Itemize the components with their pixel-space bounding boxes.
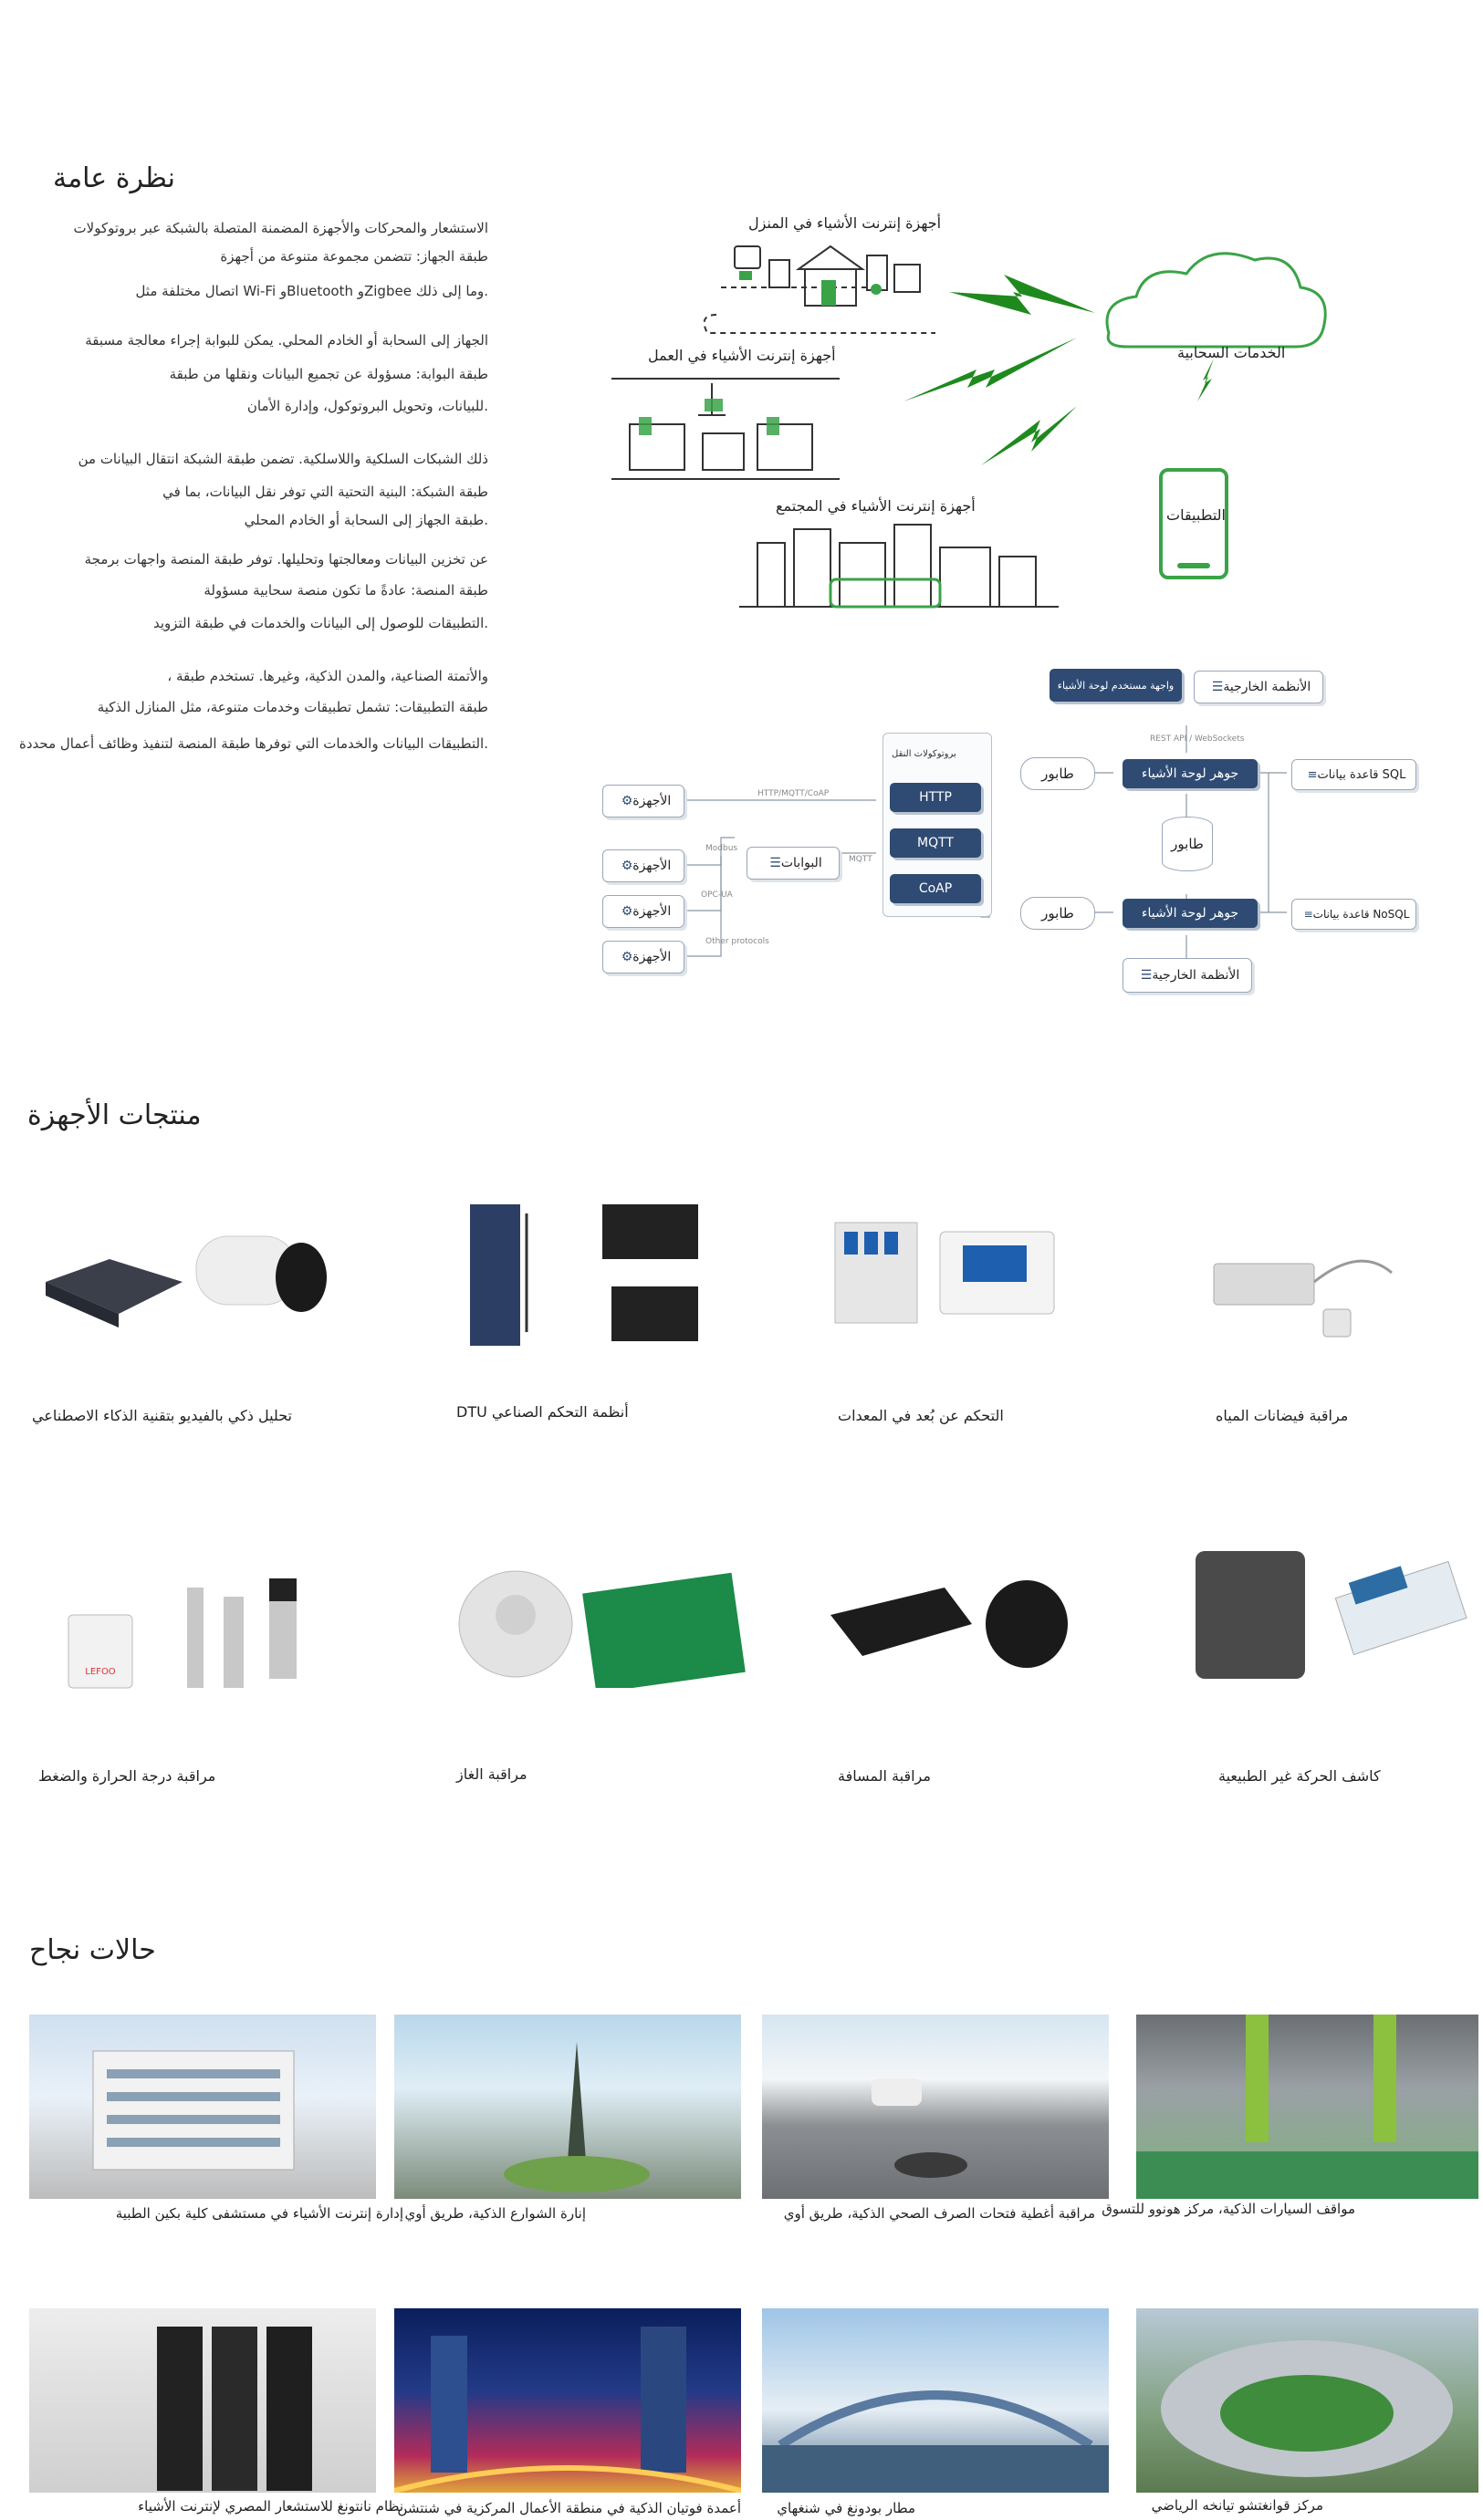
case-image[interactable] [762, 2015, 1109, 2199]
water-flood-sensor-icon [1209, 1236, 1410, 1346]
edge-label: REST API / WebSockets [1150, 734, 1245, 744]
motion-detector-icon [1191, 1542, 1469, 1688]
overview-line: .طبقة الجهاز إلى السحابة أو الخادم المحلي [244, 512, 488, 528]
gateway-box [747, 847, 840, 880]
product-image[interactable] [37, 1213, 338, 1350]
gear-icon: ⚙ [621, 794, 633, 808]
overview-title: نظرة عامة [53, 162, 175, 194]
case-image[interactable] [762, 2308, 1109, 2493]
sql-label: قاعدة بيانات SQL [1317, 767, 1406, 782]
device-label: الأجهزة [632, 904, 672, 919]
case-caption[interactable]: إدارة إنترنت الأشياء في مستشفى كلية بكين الطبية [115, 2205, 403, 2222]
overview-line: طبقة الجهاز: تتضمن مجموعة متنوعة من أجهزة [220, 248, 488, 265]
database-icon: ≡ [1307, 767, 1318, 782]
products-title: منتجات الأجهزة [27, 1099, 202, 1131]
protocol-mqtt [890, 828, 981, 858]
device-label: الأجهزة [632, 950, 672, 964]
overview-line: .التطبيقات البيانات والخدمات التي توفرها طبقة المنصة لتنفيذ وظائف أعمال محددة [19, 735, 488, 752]
device-label: الأجهزة [632, 794, 672, 808]
product-image[interactable] [64, 1569, 329, 1697]
cases-title: حالات نجاح [29, 1934, 156, 1966]
device-box [602, 895, 684, 928]
device-box [602, 941, 684, 974]
nosql-label: قاعدة بيانات NoSQL [1312, 908, 1410, 921]
core-bottom [1123, 899, 1258, 928]
product-caption[interactable]: DTU أنظمة التحكم الصناعي [456, 1403, 629, 1421]
product-image[interactable] [826, 1213, 1063, 1332]
edge-label: Modbus [705, 844, 738, 853]
product-caption[interactable]: كاشف الحركة غير الطبيعية [1218, 1767, 1381, 1785]
list-icon: ☰ [1140, 968, 1153, 983]
product-caption[interactable]: التحكم عن بُعد في المعدات [838, 1407, 1004, 1424]
community-devices-label: أجهزة إنترنت الأشياء في المجتمع [776, 497, 976, 515]
case-image[interactable] [394, 2308, 741, 2493]
overview-line: عن تخزين البيانات ومعالجتها وتحليلها. توفر طبقة المنصة واجهات برمجة [84, 551, 488, 568]
external-bottom [1123, 958, 1252, 993]
product-caption[interactable]: تحليل ذكي بالفيديو بتقنية الذكاء الاصطناعي [32, 1407, 292, 1424]
architecture-diagram [598, 661, 1428, 1004]
cloud-services-label: الخدمات السحابية [1177, 344, 1286, 361]
overview-line: .وما إلى ذلك Zigbeeو Bluetoothو Wi-Fi اتصال مختلفة مثل [135, 283, 488, 299]
server-room-photo [29, 2308, 376, 2493]
edge-label: MQTT [849, 855, 872, 864]
airport-photo [762, 2308, 1109, 2493]
queue-bottom [1020, 897, 1095, 930]
ui-box [1050, 669, 1182, 702]
overview-line: .للبيانات، وتحويل البروتوكول، وإدارة الأمان [246, 398, 488, 414]
protocol-label: HTTP [919, 790, 952, 805]
queue-label: طابور [1041, 765, 1074, 782]
iot-illustration [602, 205, 1392, 625]
parking-photo [1136, 2015, 1478, 2199]
product-image[interactable] [1191, 1542, 1469, 1688]
manhole-photo [762, 2015, 1109, 2199]
edge-label: Other protocols [705, 937, 769, 946]
home-devices-label: أجهزة إنترنت الأشياء في المنزل [748, 214, 942, 232]
case-image[interactable] [29, 2308, 376, 2493]
case-caption[interactable]: نظام نانتونغ للاستشعار المصري لإنترنت الأشياء [138, 2498, 403, 2515]
gear-icon: ⚙ [621, 859, 633, 873]
gateway-label: البوابات [780, 856, 822, 870]
device-box [602, 785, 684, 817]
ui-label: واجهة مستخدم لوحة الأشياء [1057, 679, 1175, 692]
external-label: الأنظمة الخارجية [1223, 680, 1311, 694]
overview-line: والأتمتة الصناعية، والمدن الذكية، وغيرها. تستخدم طبقة ، [167, 668, 488, 684]
distance-sensor-icon [826, 1569, 1081, 1679]
gear-icon: ⚙ [621, 950, 633, 964]
nosql-db [1291, 899, 1416, 930]
work-devices-label: أجهزة إنترنت الأشياء في العمل [648, 347, 836, 364]
overview-line: طبقة التطبيقات: تشمل تطبيقات وخدمات متنوعة، مثل المنازل الذكية [97, 699, 488, 715]
protocol-label: CoAP [918, 881, 953, 896]
case-image[interactable] [1136, 2015, 1478, 2199]
sql-db [1291, 759, 1416, 790]
protocol-http [890, 783, 981, 812]
product-image[interactable] [456, 1560, 748, 1688]
iot-illustration-graphic [602, 205, 1392, 625]
remote-control-device-icon [826, 1213, 1063, 1332]
edge-label: OPC-UA [701, 890, 733, 900]
product-caption[interactable]: مراقبة المسافة [838, 1767, 931, 1785]
street-lighting-photo [394, 2015, 741, 2199]
device-box [602, 849, 684, 882]
overview-line: الجهاز إلى السحابة أو الخادم المحلي. يمكن للبوابة إجراء معالجة مسبقة [85, 332, 488, 349]
overview-line: طبقة المنصة: عادةً ما تكون منصة سحابية مسؤولة [204, 582, 488, 599]
case-image[interactable] [394, 2015, 741, 2199]
dtu-device-icon [461, 1195, 707, 1355]
apps-label: التطبيقات [1166, 506, 1226, 524]
product-caption[interactable]: مراقبة الغاز [456, 1765, 527, 1783]
device-label: الأجهزة [632, 859, 672, 873]
case-caption[interactable]: أعمدة فوتيان الذكية في منطقة الأعمال المركزية في شنتشن [397, 2500, 741, 2516]
case-caption[interactable]: مواقف السيارات الذكية، مركز هونوو للتسوق [1102, 2201, 1355, 2217]
overview-line: الاستشعار والمحركات والأجهزة المضمنة المتصلة بالشبكة عبر بروتوكولات [73, 220, 488, 236]
gas-sensor-icon [456, 1560, 748, 1688]
case-image[interactable] [29, 2015, 376, 2199]
case-caption[interactable]: إنارة الشوارع الذكية، طريق أوي [404, 2205, 586, 2222]
queue-db-label: طابور [1171, 836, 1204, 852]
queue-db [1162, 817, 1213, 871]
protocol-coap [890, 874, 981, 903]
stadium-photo [1136, 2308, 1478, 2493]
temp-pressure-sensor-icon [64, 1569, 329, 1697]
queue-top [1020, 757, 1095, 790]
product-caption[interactable]: مراقبة فيضانات المياه [1216, 1407, 1349, 1424]
protocol-label: MQTT [917, 836, 954, 850]
overview-line: .التطبيقات للوصول إلى البيانات والخدمات في طبقة التزويد [152, 615, 488, 631]
overview-line: ذلك الشبكات السلكية واللاسلكية. تضمن طبقة الشبكة انتقال البيانات من [78, 451, 488, 467]
product-caption[interactable]: مراقبة درجة الحرارة والضغط [38, 1767, 216, 1785]
product-image[interactable] [826, 1569, 1081, 1679]
gear-icon: ⚙ [621, 904, 633, 919]
product-image[interactable] [461, 1195, 707, 1355]
core-label: جوهر لوحة الأشياء [1141, 906, 1239, 921]
core-top [1123, 759, 1258, 788]
city-night-photo [394, 2308, 741, 2493]
overview-line: طبقة البوابة: مسؤولة عن تجميع البيانات ونقلها من طبقة [169, 366, 488, 382]
external-label: الأنظمة الخارجية [1152, 968, 1240, 983]
case-image[interactable] [1136, 2308, 1478, 2493]
architecture-connectors [598, 661, 1428, 1004]
list-icon: ☰ [1211, 680, 1224, 694]
core-label: جوهر لوحة الأشياء [1141, 766, 1239, 781]
overview-line: طبقة الشبكة: البنية التحتية التي توفر نقل البيانات، بما في [162, 484, 488, 500]
protocols-title: بروتوكولات النقل [892, 749, 956, 759]
hospital-photo [29, 2015, 376, 2199]
database-icon: ≡ [1303, 908, 1313, 921]
queue-label: طابور [1041, 905, 1074, 922]
external-top [1194, 671, 1323, 703]
ai-video-device-icon [37, 1213, 338, 1350]
product-image[interactable] [1209, 1236, 1410, 1346]
case-caption[interactable]: مركز قوانغتشو تيانخه الرياضي [1151, 2497, 1323, 2514]
gateway-icon: ☰ [769, 856, 781, 870]
svg-text:LEFOO: LEFOO [85, 1667, 116, 1677]
case-caption[interactable]: مراقبة أغطية فتحات الصرف الصحي الذكية، طريق أوي [783, 2205, 1095, 2222]
case-caption[interactable]: مطار بودونغ في شنغهاي [777, 2500, 915, 2516]
edge-label: HTTP/MQTT/CoAP [757, 789, 830, 798]
